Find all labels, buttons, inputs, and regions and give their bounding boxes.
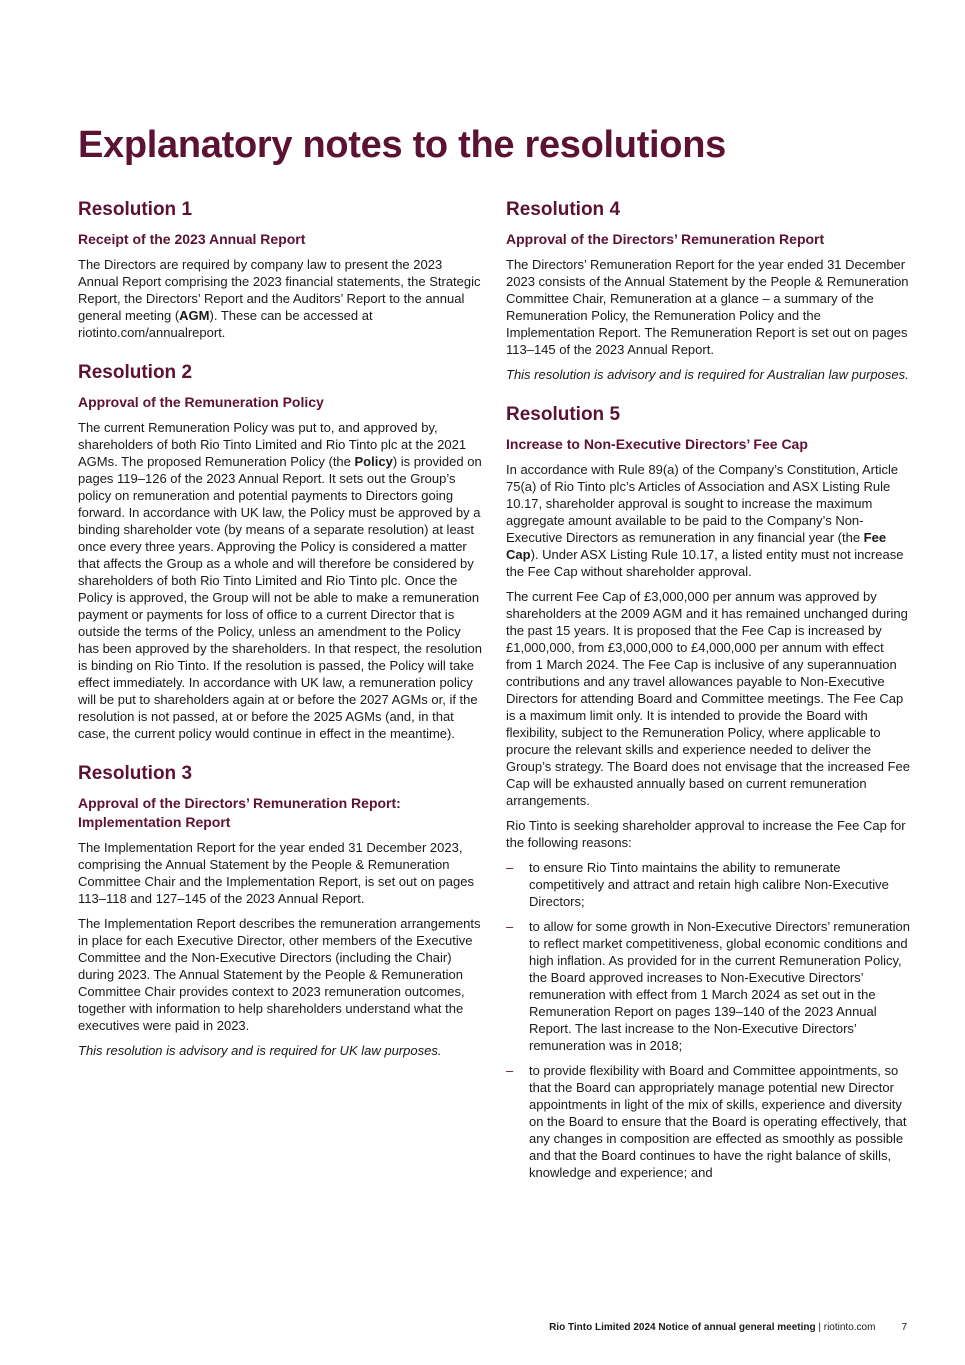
resolution-3-subtitle: Approval of the Directors’ Remuneration Report: Implementation Report [78,795,401,830]
dash-bullet-icon: – [506,919,514,934]
resolution-5-title: Resolution 5 [506,404,621,425]
fee-cap-term: Fee Cap [506,530,887,562]
page-number: 7 [901,1322,907,1333]
resolution-4 [506,198,910,383]
policy-term: Policy [354,454,393,469]
dash-bullet-icon: – [506,1063,514,1078]
resolution-5-paragraph-2: The current Fee Cap of £3,000,000 per annum was approved by shareholders at the 2009 AGM and it has remained unchanged during the past 15 years. It is proposed that the Fee Cap is increased by £1,000,000, from £3,000,000 to £4,000,000 per annum with effect from 1 March 2024. The Fee Cap is inclusive of any superannuation contributions and any travel allowances payable to Non-Executive Directors for attending Board and Committee meetings. The Fee Cap is a maximum limit only. It is intended to provide the Board with flexibility, subject to the Remuneration Policy, where applicable to procure the relevant skills and experience needed to deliver the Group’s strategy. The Board does not envisage that the increased Fee Cap will be exhausted annually based on current remuneration arrangements. [506,589,910,808]
reasons-list [506,859,910,1181]
footer-site-link[interactable]: riotinto.com [823,1322,876,1333]
right-column [506,198,910,1201]
resolution-3 [78,762,482,1059]
resolution-3-title: Resolution 3 [78,763,193,784]
resolution-1 [78,198,482,341]
page-title: Explanatory notes to the resolutions [78,124,726,166]
resolution-2-subtitle: Approval of the Remuneration Policy [78,394,324,410]
resolution-3-paragraph-1: The Implementation Report for the year ended 31 December 2023, comprising the Annual Statement by the People & Remuneration Committee Chair and the Implementation Report, is set out on pages 113–118 and 127–145 of the 2023 Annual Report. [78,840,474,906]
list-item: – to provide flexibility with Board and Committee appointments, so that the Board can appropriately manage potential new Director appointments in light of the mix of skills, experience and diversity on the Board to ensure that the Board is operating effectively, that any changes in composition are effected as smoothly as possible and that the Board continues to have the right balance of skills, knowledge and experience; and [506,1063,907,1180]
dash-bullet-icon: – [506,860,514,875]
footer-separator: | [815,1322,824,1333]
resolution-4-subtitle: Approval of the Directors’ Remuneration Report [506,231,825,247]
resolution-5 [506,403,910,1181]
resolution-5-subtitle: Increase to Non-Executive Directors’ Fee Cap [506,436,808,452]
resolution-4-note: This resolution is advisory and is required for Australian law purposes. [506,367,909,382]
resolution-5-paragraph-3: Rio Tinto is seeking shareholder approval to increase the Fee Cap for the following reasons: [506,818,906,850]
resolution-3-note: This resolution is advisory and is required for UK law purposes. [78,1043,442,1058]
resolution-2-title: Resolution 2 [78,362,193,383]
resolution-2 [78,361,482,742]
left-column [78,198,482,1079]
resolution-1-title: Resolution 1 [78,199,193,220]
resolution-1-paragraph: The Directors are required by company law to present the 2023 Annual Report comprising the 2023 financial statements, the Strategic Report, the Directors’ Report and the Auditors’ Report to the annual general meeting (AGM). These can be accessed at riotinto.com/annualreport. [78,257,481,340]
resolution-4-title: Resolution 4 [506,199,621,220]
list-item: – to ensure Rio Tinto maintains the ability to remunerate competitively and attract and retain high calibre Non-Executive Directors; [506,860,889,909]
resolution-3-paragraph-2: The Implementation Report describes the remuneration arrangements in place for each Executive Director, other members of the Executive Committee and the Non-Executive Directors (including the Chair) during 2023. The Annual Statement by the People & Remuneration Committee Chair provides context to 2023 remuneration outcomes, together with information to help shareholders understand what the executives were paid in 2023. [78,916,481,1033]
resolution-1-subtitle: Receipt of the 2023 Annual Report [78,231,306,247]
resolution-2-paragraph: The current Remuneration Policy was put to, and approved by, shareholders of both Rio Tinto Limited and Rio Tinto plc at the 2021 AGMs. The proposed Remuneration Policy (the Policy) is provided on pages 119–126 of the 2023 Annual Report. It sets out the Group’s policy on remuneration and potential payments to Directors going forward. In accordance with UK law, the Policy must be approved by a binding shareholder vote (by means of a separate resolution) at least once every three years. Approving the Policy is considered a matter that affects the Group as a whole and will therefore be considered by shareholders of both Rio Tinto Limited and Rio Tinto plc. Once the Policy is approved, the Group will not be able to make a remuneration payment or payments for loss of office to a current Director that is outside the terms of the Policy, unless an amendment to the Policy has been approved by the shareholders. In that respect, the resolution is binding on Rio Tinto. If the resolution is passed, the Policy will take effect immediately. In accordance with UK law, a remuneration policy will be put to shareholders again at or before the 2027 AGMs or, if the resolution is not passed, at or before the 2025 AGMs (and, in that case, the current policy would continue in effect in the meantime). [78,420,482,741]
list-item: – to allow for some growth in Non-Executive Directors’ remuneration to reflect market competitiveness, global economic conditions and high inflation. As provided for in the current Remuneration Policy, the Board approved increases to Non-Executive Directors’ remuneration with effect from 1 March 2024 as set out in the Remuneration Report on pages 139–140 of the 2023 Annual Report. The last increase to the Non-Executive Directors’ remuneration was in 2018; [506,919,911,1053]
resolution-4-paragraph: The Directors’ Remuneration Report for the year ended 31 December 2023 consists of the Annual Statement by the People & Remuneration Committee Chair, Remuneration at a glance – a summary of the Remuneration Policy, the Remuneration Policy and the Implementation Report. The Remuneration Report is set out on pages 113–145 of the 2023 Annual Report. [506,257,909,357]
footer-doc-title: Rio Tinto Limited 2024 Notice of annual general meeting [549,1322,816,1333]
agm-term: AGM [179,308,210,323]
resolution-5-paragraph-1: In accordance with Rule 89(a) of the Company’s Constitution, Article 75(a) of Rio Tinto plc’s Articles of Association and ASX Listing Rule 10.17, shareholder approval is sought to increase the maximum aggregate amount available to be paid to the Company’s Non-Executive Directors as remuneration in any financial year (the Fee Cap). Under ASX Listing Rule 10.17, a listed entity must not increase the Fee Cap without shareholder approval. [506,462,904,579]
page-footer [549,1322,907,1333]
